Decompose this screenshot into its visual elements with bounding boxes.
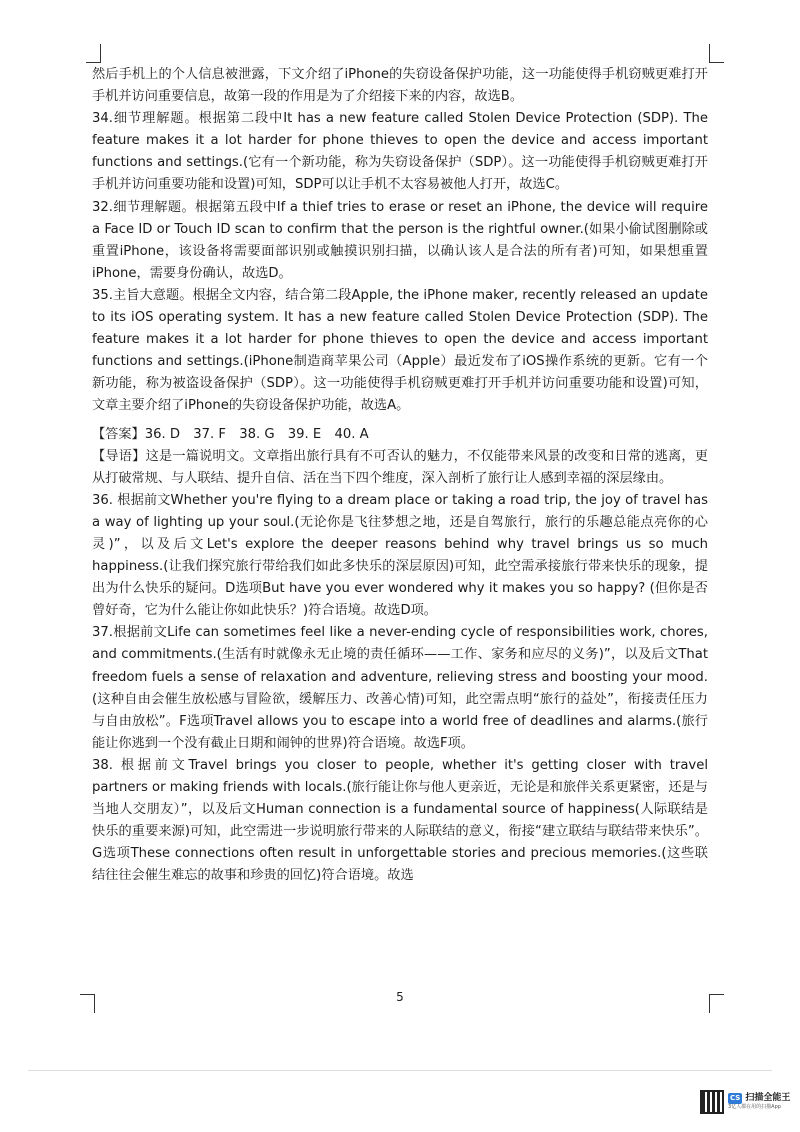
paragraph-q34: 34.细节理解题。根据第二段中It has a new feature called Stolen Device Protection (SDP). The feature makes it a lot harder for phone thieves to open the device and access important functions and settings.(它有一个新功能，称为失窃设备保护（SDP）。这一功能使得手机窃贼更难打开手机并访问重要功能和设置)可知，SDP可以让手机不太容易被他人打开，故选C。 bbox=[92, 111, 708, 193]
scanner-slogan: 3亿人都在用的扫描App bbox=[728, 1104, 781, 1110]
paragraph-q36: 36. 根据前文Whether you're flying to a dream place or taking a road trip, the joy of travel has a way of lighting up your soul.(无论你是飞往梦想之地，还是自驾旅行，旅行的乐趣总能点亮你的心灵)”，以及后文Let's explore the deeper reasons behind why travel brings us so much happiness.(让我们探究旅行带给我们如此多快乐的深层原因)可知，此空需承接旅行带来快乐的现象，提出为什么快乐的疑问。D选项But have you ever wondered why it makes you so happy? (但你是否曾好奇，它为什么能让你如此快乐？)符合语境。故选D项。 bbox=[92, 492, 708, 619]
scanner-text bbox=[728, 1093, 790, 1111]
page-body bbox=[92, 64, 708, 887]
page-number: 5 bbox=[396, 990, 404, 1004]
paragraph-q32: 32.细节理解题。根据第五段中If a thief tries to erase or reset an iPhone, the device will require a Face ID or Touch ID scan to confirm that the person is the rightful owner.(如果小偷试图删除或重置iPhone，该设备将需要面部识别或触摸识别扫描，以确认该人是合法的所有者)可知，如果想重置iPhone，需要身份确认，故选D。 bbox=[92, 199, 708, 281]
paragraph-q37: 37.根据前文Life can sometimes feel like a never-ending cycle of responsibilities work, chores, and commitments.(生活有时就像永无止境的责任循环——工作、家务和应尽的义务)”，以及后文That freedom fuels a sense of relaxation and adventure, relieving stress and boosting your mood.(这种自由会催生放松感与冒险欲，缓解压力、改善心情)可知，此空需点明“旅行的益处”，衔接责任压力与自由放松”。F选项Travel allows you to escape into a world free of deadlines and alarms.(旅行能让你逃到一个没有截止日期和闹钟的世界)符合语境。故选F项。 bbox=[92, 625, 708, 751]
camscanner-logo-icon: CS bbox=[730, 1094, 741, 1102]
crop-mark-top-right bbox=[709, 44, 724, 63]
crop-mark-top-left bbox=[86, 44, 101, 63]
paragraph-q35: 35.主旨大意题。根据全文内容，结合第二段Apple, the iPhone maker, recently released an update to its iOS operating system. It has a new feature called Stolen Device Protection (SDP). The feature makes it a lot harder for phone thieves to open the device and access important functions and settings.(iPhone制造商苹果公司（Apple）最近发布了iOS操作系统的更新。它有一个新功能，称为被盗设备保护（SDP）。这一功能使得手机窃贼更难打开手机并访问重要功能和设置)可知，文章主要介绍了iPhone的失窃设备保护功能，故选A。 bbox=[92, 287, 708, 414]
paragraph-q38: 38. 根据前文Travel brings you closer to people, whether it's getting closer with travel partners or making friends with locals.(旅行能让你与他人更亲近，无论是和旅伴关系更紧密，还是与当地人交朋友）”，以及后文Human connection is a fundamental source of happiness(人际联结是快乐的重要来源)可知，此空需进一步说明旅行带来的人际联结的意义，衔接“建立联结与联结带来快乐”。G选项These connections often result in unforgettable stories and precious memories.(这些联结往往会催生难忘的故事和珍贵的回忆)符合语境。故选 bbox=[92, 757, 708, 884]
scanner-app-name: 扫描全能王 bbox=[745, 1093, 791, 1103]
paragraph-intro-end: 然后手机上的个人信息被泄露，下文介绍了iPhone的失窃设备保护功能，这一功能使得手机窃贼更难打开手机并访问重要信息，故第一段的作用是为了介绍接下来的内容，故选B。 bbox=[92, 67, 708, 105]
passage-guide: 【导语】这是一篇说明文。文章指出旅行具有不可否认的魅力，不仅能带来风景的改变和日常的逃离，更从打破常规、与人联结、提升自信、活在当下四个维度，深入剖析了旅行让人感到幸福的深层缘由。 bbox=[92, 448, 708, 486]
answer-key: 【答案】36. D 37. F 38. G 39. E 40. A bbox=[92, 426, 369, 442]
footer-divider bbox=[28, 1070, 772, 1071]
qr-code-icon bbox=[700, 1090, 724, 1114]
scanner-watermark bbox=[700, 1082, 792, 1122]
scanner-brand-row bbox=[728, 1093, 790, 1104]
